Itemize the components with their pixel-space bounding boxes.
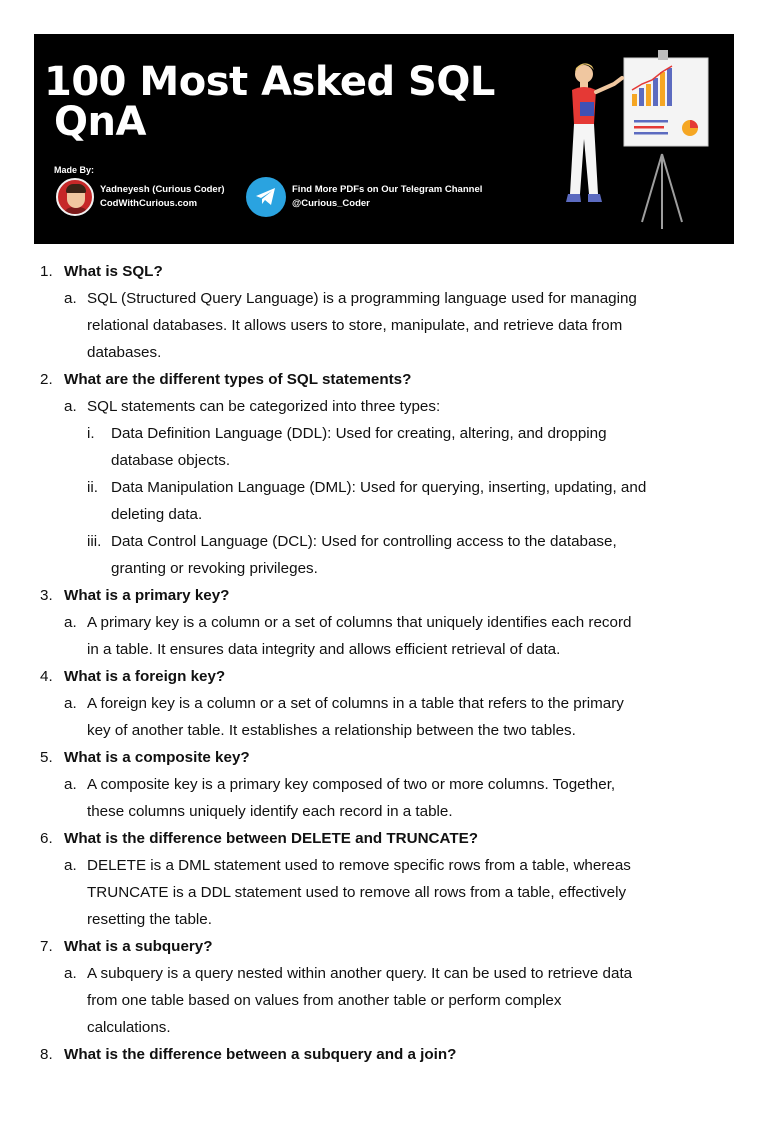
question-number: 1. <box>40 263 53 280</box>
question-item <box>40 366 740 393</box>
author-name: Yadneyesh (Curious Coder) <box>100 184 225 195</box>
sub-answer-line: Data Control Language (DCL): Used for controlling access to the database, <box>111 533 617 550</box>
answer-item <box>64 285 740 366</box>
question-text: What is SQL? <box>64 263 163 280</box>
answer-line: relational databases. It allows users to store, manipulate, and retrieve data from <box>87 317 623 334</box>
question-number: 7. <box>40 938 53 955</box>
question-item <box>40 744 740 771</box>
question-text: What is a primary key? <box>64 587 230 604</box>
answer-line: calculations. <box>87 1019 171 1036</box>
author-website-link[interactable]: CodWithCurious.com <box>100 198 198 209</box>
answer-letter: a. <box>64 398 77 415</box>
answer-line: A primary key is a column or a set of columns that uniquely identifies each record <box>87 614 632 631</box>
answer-item <box>64 609 740 663</box>
answer-item <box>64 393 740 420</box>
answer-letter: a. <box>64 857 77 874</box>
question-text: What are the different types of SQL statements? <box>64 371 412 388</box>
answer-letter: a. <box>64 695 77 712</box>
sub-answer-line: Data Definition Language (DDL): Used for creating, altering, and dropping <box>111 425 607 442</box>
sub-answer-numeral: ii. <box>87 479 98 496</box>
question-number: 2. <box>40 371 53 388</box>
page-title <box>44 59 495 145</box>
answer-line: A foreign key is a column or a set of columns in a table that refers to the primary <box>87 695 624 712</box>
answer-line: TRUNCATE is a DDL statement used to remove all rows from a table, effectively <box>87 884 627 901</box>
answer-letter: a. <box>64 965 77 982</box>
question-text: What is a composite key? <box>64 749 250 766</box>
question-text: What is a foreign key? <box>64 668 226 685</box>
answer-item <box>64 852 740 933</box>
answer-line: SQL (Structured Query Language) is a programming language used for managing <box>87 290 637 307</box>
question-number: 5. <box>40 749 53 766</box>
answer-line: resetting the table. <box>87 911 212 928</box>
answer-line: A subquery is a query nested within another query. It can be used to retrieve data <box>87 965 633 982</box>
made-by-label: Made By: <box>54 165 95 175</box>
sub-answer-line: granting or revoking privileges. <box>111 560 318 577</box>
question-text: What is the difference between a subquery and a join? <box>64 1046 457 1063</box>
sub-answer-item <box>87 474 740 528</box>
question-text: What is a subquery? <box>64 938 213 955</box>
answer-item <box>64 690 740 744</box>
question-item <box>40 258 740 285</box>
question-item <box>40 825 740 852</box>
question-number: 4. <box>40 668 53 685</box>
answer-line: A composite key is a primary key composed of two or more columns. Together, <box>87 776 616 793</box>
telegram-channel-link[interactable]: @Curious_Coder <box>292 198 370 209</box>
title-line-2: QnA <box>54 99 146 145</box>
answer-line: DELETE is a DML statement used to remove specific rows from a table, whereas <box>87 857 631 874</box>
sub-answer-line: Data Manipulation Language (DML): Used for querying, inserting, updating, and <box>111 479 647 496</box>
answer-line: SQL statements can be categorized into three types: <box>87 398 441 415</box>
author-avatar <box>56 178 94 216</box>
telegram-icon[interactable] <box>246 177 286 217</box>
sub-answer-line: database objects. <box>111 452 231 469</box>
answer-line: key of another table. It establishes a relationship between the two tables. <box>87 722 576 739</box>
sub-answer-item <box>87 528 740 582</box>
question-number: 3. <box>40 587 53 604</box>
telegram-caption: Find More PDFs on Our Telegram Channel <box>292 184 483 195</box>
title-line-1: 100 Most Asked SQL <box>44 59 495 105</box>
answer-line: these columns uniquely identify each record in a table. <box>87 803 453 820</box>
presenter-illustration <box>542 44 722 239</box>
sub-answer-numeral: i. <box>87 425 95 442</box>
answer-item <box>64 771 740 825</box>
answer-line: databases. <box>87 344 162 361</box>
question-text: What is the difference between DELETE and TRUNCATE? <box>64 830 479 847</box>
question-item <box>40 582 740 609</box>
qa-list <box>40 258 740 1068</box>
header-banner <box>34 34 734 244</box>
question-number: 6. <box>40 830 53 847</box>
question-number: 8. <box>40 1046 53 1063</box>
answer-letter: a. <box>64 614 77 631</box>
sub-answer-item <box>87 420 740 474</box>
answer-line: from one table based on values from another table or perform complex <box>87 992 562 1009</box>
answer-item <box>64 960 740 1041</box>
sub-answer-numeral: iii. <box>87 533 102 550</box>
question-item <box>40 933 740 960</box>
answer-letter: a. <box>64 290 77 307</box>
answer-letter: a. <box>64 776 77 793</box>
telegram-block <box>246 177 482 217</box>
author-block <box>56 178 225 216</box>
sub-answer-line: deleting data. <box>111 506 203 523</box>
question-item <box>40 663 740 690</box>
question-item <box>40 1041 740 1068</box>
answer-line: in a table. It ensures data integrity and allows efficient retrieval of data. <box>87 641 561 658</box>
